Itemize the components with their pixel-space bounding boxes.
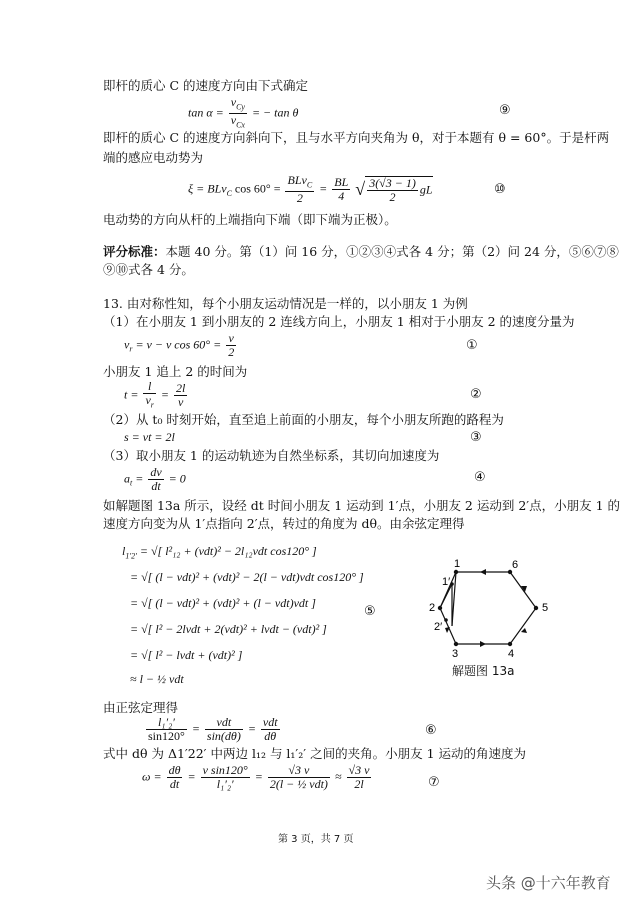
part-1-text: （1）在小朋友 1 到小朋友的 2 连线方向上，小朋友 1 相对于小朋友 2 的速度分量为	[103, 314, 575, 329]
grading-label: 评分标准：	[103, 244, 166, 259]
equation-5-line-5: = √[ l² − lvdt + (vdt)² ]	[130, 648, 243, 662]
catch-time-text: 小朋友 1 追上 2 的时间为	[103, 364, 248, 379]
figure-label-2-prime: 2′	[434, 621, 443, 633]
angle-para: 式中 dθ 为 Δ1′22′ 中两边 l₁₂ 与 l₁′₂′ 之间的夹角。小朋友 1 运动的角速度为	[103, 746, 526, 761]
figure-caption: 解题图 13a	[452, 664, 515, 678]
eq1-label: ①	[466, 338, 478, 353]
hexagon-figure	[428, 558, 558, 678]
eq5-label: ⑤	[364, 604, 376, 619]
direction-para-line-2: 端的感应电动势为	[103, 150, 204, 165]
part-2-text: （2）从 t₀ 时刻开始，直至追上前面的小朋友，每个小朋友所跑的路程为	[103, 412, 504, 427]
figure-label-2: 2	[429, 602, 436, 614]
eq9-label: ⑨	[499, 103, 511, 118]
problem-13-intro: 13. 由对称性知，每个小朋友运动情况是一样的，以小朋友 1 为例	[103, 296, 468, 311]
figure-label-3: 3	[452, 648, 459, 660]
equation-5-line-3: = √[ (l − vdt)² + (vdt)² + (l − vdt)vdt ]	[130, 596, 316, 610]
figure-label-1-prime: 1′	[442, 576, 451, 588]
equation-6: $\frac{\text{l₁′₂′}}{\sin 120^\circ}$ = $\frac{\text{vdt}}{\sin(d\theta)}$ = $\frac{\text{vdt}}{d\theta}$	[148, 715, 278, 743]
figure-label-4: 4	[508, 648, 515, 660]
figure-para-line-2: 速度方向变为从 1′点指向 2′点，转过的角度为 dθ。由余弦定理得	[103, 516, 465, 531]
equation-2: t = $\frac{l}{v_r}$ = $\frac{2l}{v}$	[124, 379, 186, 410]
equation-5-line-1: $l_{1'2'}$ = √[ l²₁₂ + (vdt)² − 2l₁₂vdt cos120° ]	[122, 544, 317, 561]
equation-5-line-6: ≈ l − ½ vdt	[130, 672, 184, 686]
equation-5-line-4: = √[ l² − 2lvdt + 2(vdt)² + lvdt − (vdt)² ]	[130, 622, 327, 636]
intro-line: 即杆的质心 C 的速度方向由下式确定	[103, 78, 309, 93]
figure-para-line-1: 如解题图 13a 所示，设经 dt 时间小朋友 1 运动到 1′点，小朋友 2 运动到 2′点，小朋友 1 的	[103, 498, 621, 513]
grading-line-2: ⑨⑩式各 4 分。	[103, 262, 194, 277]
equation-5-line-2: = √[ (l − vdt)² + (vdt)² − 2(l − vdt)vdt cos120° ]	[130, 570, 364, 584]
equation-4: $a_t$ = $\frac{dv}{dt}$ = 0	[124, 465, 186, 493]
equation-1: $v_r = v - v$ cos 60° = $\frac{v}{2}$	[124, 331, 235, 359]
eq3-label: ③	[470, 430, 482, 445]
eq6-label: ⑥	[425, 723, 437, 738]
emf-direction: 电动势的方向从杆的上端指向下端（即下端为正极）。	[103, 212, 397, 227]
direction-para-line-1: 即杆的质心 C 的速度方向斜向下，且与水平方向夹角为 θ，对于本题有 θ = 60°。于是杆两	[103, 130, 610, 145]
equation-7: ω = $\frac{d\theta}{dt}$ = $\frac{\text{v sin120°}}{\text{l₁′₂′}}$ = $\frac{√3 v}{\text{2(l − ½ vdt)}}$ ≈ $\frac{√3 v}{2l}$	[142, 763, 370, 791]
eq10-label: ⑩	[494, 182, 506, 197]
equation-9: tan α = $\frac{v_{Cy}}{v_{Cx}}$ = − tan θ	[188, 95, 299, 130]
figure-label-5: 5	[542, 602, 549, 614]
equation-3: s = vt = 2l	[124, 430, 175, 444]
page-footer: 第 3 页，共 7 页	[278, 834, 354, 845]
eq2-label: ②	[470, 387, 482, 402]
grading-line-1: 评分标准：本题 40 分。第（1）问 16 分，①②③④式各 4 分；第（2）问 24 分，⑤⑥⑦⑧	[103, 244, 619, 259]
figure-label-6: 6	[512, 559, 519, 571]
eq7-label: ⑦	[428, 775, 440, 790]
eq4-label: ④	[474, 470, 486, 485]
equation-10: ξ = BLv$_C$ cos 60° = $\frac{BLv_C}{2}$ = $\frac{BL}{4}$ √ $\frac{3(√3 - 1)}{2}$ gL	[188, 173, 433, 206]
sine-rule-text: 由正弦定理得	[103, 700, 179, 715]
figure-label-1: 1	[454, 558, 461, 570]
watermark: 头条 @十六年教育	[486, 874, 611, 892]
part-3-text: （3）取小朋友 1 的运动轨迹为自然坐标系，其切向加速度为	[103, 448, 440, 463]
